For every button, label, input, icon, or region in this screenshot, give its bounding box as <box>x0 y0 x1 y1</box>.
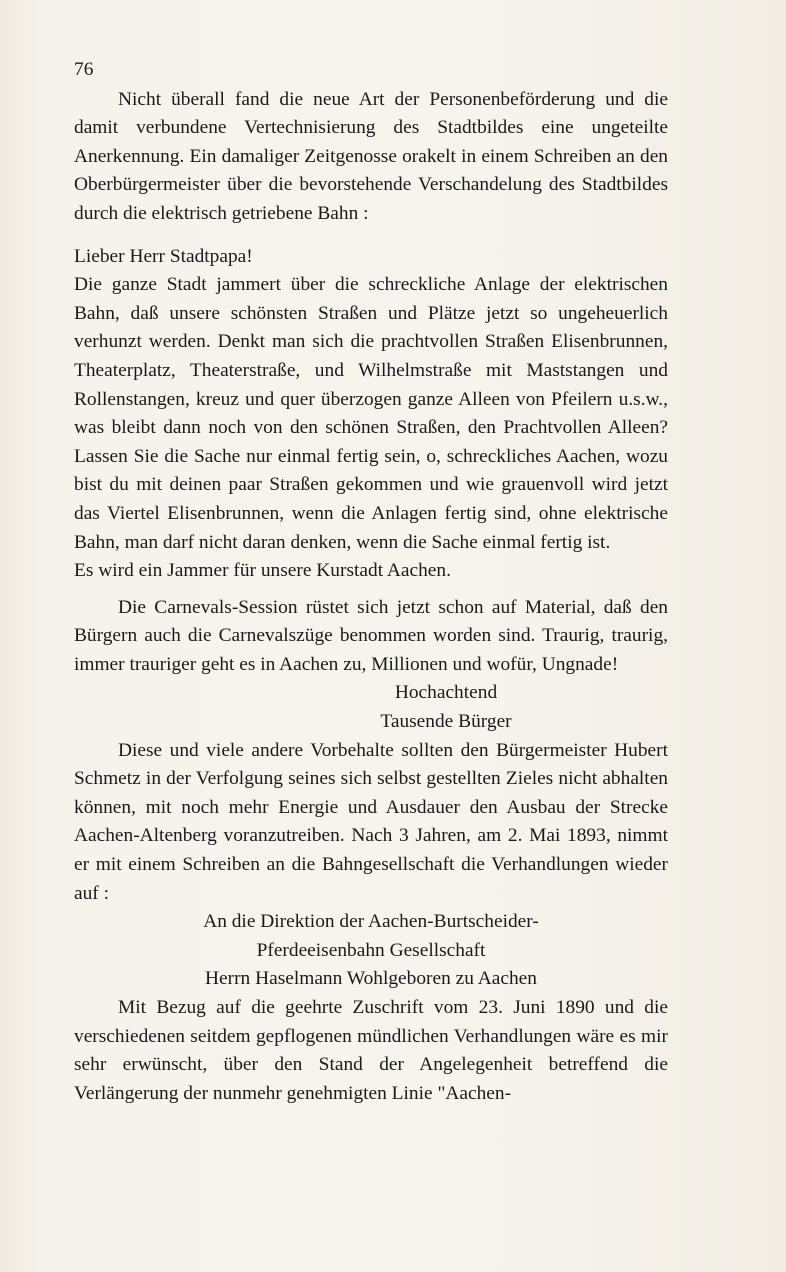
address-line-1: An die Direktion der Aachen-Burtscheider- <box>203 911 539 933</box>
letter-closing: Hochachtend <box>394 682 498 704</box>
address-line-2: Pferdeeisenbahn Gesellschaft <box>256 939 486 961</box>
letter-signature: Tausende Bürger <box>380 711 512 733</box>
letter-salutation: Lieber Herr Stadtpapa! <box>74 245 253 267</box>
page-number: 76 <box>74 59 94 80</box>
page-text <box>74 56 668 1108</box>
final-paragraph: Mit Bezug auf die geehrte Zuschrift vom 23. Juni 1890 und die verschiedenen seitdem gepflogenen mündlichen Verhandlungen wäre es mir sehr erwünscht, über den Stand der Angelegenheit betreffend die Verlängerung der nunmehr genehmigten Linie "Aachen- <box>74 997 668 1104</box>
intro-paragraph: Nicht überall fand die neue Art der Personenbeförderung und die damit verbundene Vertechnisierung des Stadtbildes eine ungeteilte Anerkennung. Ein damaliger Zeitgenosse orakelt in einem Schreiben an den Oberbürgermeister über die bevorstehende Verschandelung des Stadtbildes durch die elektrisch getriebene Bahn : <box>74 88 668 224</box>
continuation-paragraph: Diese und viele andere Vorbehalte sollten den Bürgermeister Hubert Schmetz in der Verfolgung seines sich selbst gestellten Zieles nicht abhalten können, mit noch mehr Energie und Ausdauer den Ausbau der Strecke Aachen-Altenberg voranzutreiben. Nach 3 Jahren, am 2. Mai 1893, nimmt er mit einem Schreiben an die Bahngesellschaft die Verhandlungen wieder auf : <box>74 739 668 904</box>
letter-lament: Es wird ein Jammer für unsere Kurstadt Aachen. <box>74 560 451 582</box>
letter-carnival-paragraph: Die Carnevals-Session rüstet sich jetzt schon auf Material, daß den Bürgern auch die Carnevalszüge benommen worden sind. Traurig, traurig, immer trauriger geht es in Aachen zu, Millionen und wofür, Ungnade! <box>74 596 668 675</box>
address-line-3: Herrn Haselmann Wohlgeboren zu Aachen <box>205 968 537 990</box>
letter-body: Die ganze Stadt jammert über die schreckliche Anlage der elektrischen Bahn, daß unsere schönsten Straßen und Plätze jetzt so ungeheuerlich verhunzt werden. Denkt man sich die prachtvollen Straßen Elisenbrunnen, Theaterplatz, Theaterstraße, und Wilhelmstraße mit Maststangen und Rollenstangen, kreuz und quer überzogen ganze Alleen von Pfeilern u.s.w., was bleibt dann noch von den schönen Straßen, den Prachtvollen Alleen? Lassen Sie die Sache nur einmal fertig sein, o, schreckliches Aachen, wozu bist du mit deinen paar Straßen gekommen und wie grauenvoll wird jetzt das Viertel Elisenbrunnen, wenn die Anlagen fertig sind, ohne elektrische Bahn, man darf nicht daran denken, wenn die Sache einmal fertig ist. <box>74 274 668 553</box>
